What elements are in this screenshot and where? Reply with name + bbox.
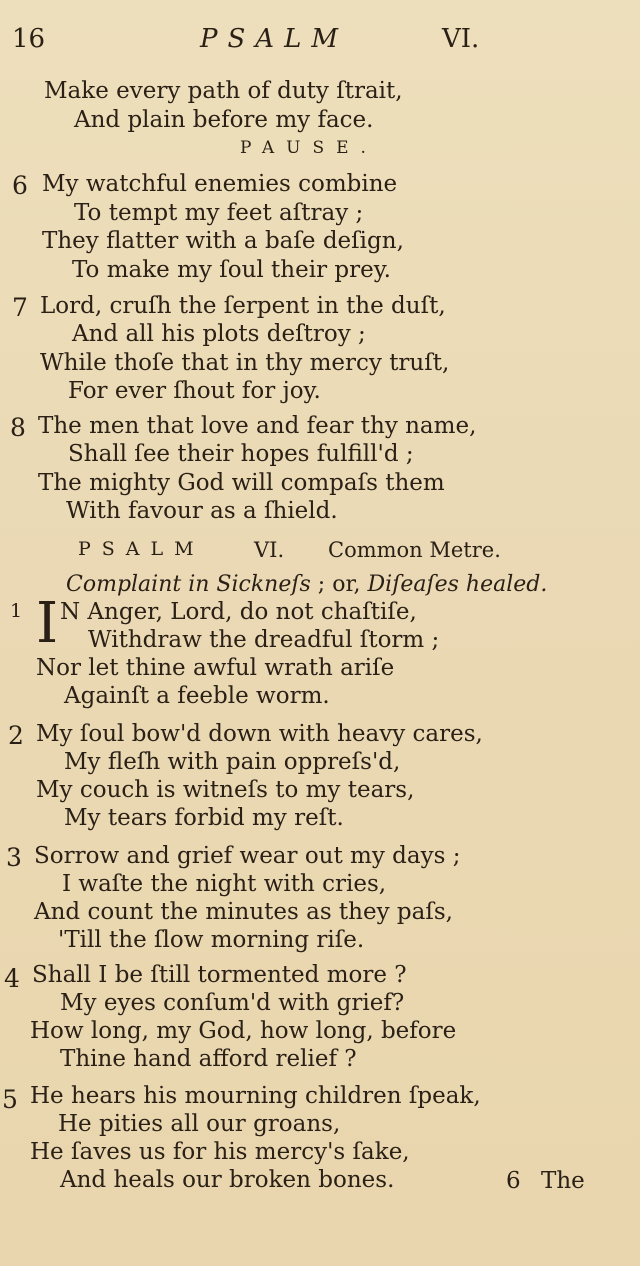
- verse-line: 'Till the ſlow morning riſe.: [58, 927, 365, 953]
- verse-line: To make my ſoul their prey.: [72, 257, 391, 283]
- verse-line: For ever ſhout for joy.: [68, 378, 321, 404]
- drop-cap: I: [36, 591, 59, 656]
- verse-line: And count the minutes as they paſs,: [34, 899, 453, 925]
- verse-line: And plain before my face.: [74, 107, 374, 133]
- catchword-number: 6: [506, 1168, 521, 1194]
- verse-line: My eyes conſum'd with grief?: [60, 990, 405, 1016]
- verse-line: Shall I be ſtill tormented more ?: [32, 962, 407, 988]
- stanza-number: 5: [2, 1085, 18, 1114]
- psalm-heading-number: VI.: [254, 538, 285, 562]
- verse-line: To tempt my feet aſtray ;: [74, 200, 364, 226]
- verse-line: My watchful enemies combine: [42, 171, 398, 197]
- running-psalm-number: VI.: [442, 24, 480, 54]
- psalm-heading-metre: Common Metre.: [328, 538, 501, 562]
- verse-line: The mighty God will compaſs them: [38, 470, 445, 496]
- subheading-separator: ; or,: [310, 572, 368, 597]
- verse-line: How long, my God, how long, before: [30, 1018, 457, 1044]
- psalm-subheading: [66, 572, 547, 597]
- stanza-number: 2: [8, 721, 24, 750]
- page-number: 16: [12, 24, 46, 54]
- stanza-number: 3: [6, 843, 22, 872]
- stanza-number: 8: [10, 413, 26, 442]
- verse-line: My fleſh with pain oppreſs'd,: [64, 749, 401, 775]
- verse-line: He hears his mourning children ſpeak,: [30, 1083, 481, 1109]
- verse-line: My tears forbid my reſt.: [64, 805, 344, 831]
- running-title: PSALM: [200, 24, 348, 54]
- stanza-number: 1: [10, 600, 23, 622]
- verse-line: N Anger, Lord, do not chaſtiſe,: [60, 599, 417, 625]
- verse-line: He ſaves us for his mercy's ſake,: [30, 1139, 410, 1165]
- verse-line: Make every path of duty ſtrait,: [44, 78, 403, 104]
- verse-line: My couch is witneſs to my tears,: [36, 777, 415, 803]
- subheading-part2: Diſeaſes healed.: [367, 572, 548, 597]
- subheading-part1: Complaint in Sickneſs: [66, 572, 311, 597]
- stanza-number: 4: [4, 964, 20, 993]
- verse-line: My ſoul bow'd down with heavy cares,: [36, 721, 483, 747]
- verse-line: Lord, cruſh the ſerpent in the duſt,: [40, 293, 446, 319]
- verse-line: He pities all our groans,: [58, 1111, 341, 1137]
- psalm-heading-label: PSALM: [78, 538, 205, 560]
- verse-line: They flatter with a baſe deſign,: [42, 228, 404, 254]
- pause-marker: PAUSE.: [240, 138, 378, 158]
- verse-line: And all his plots deſtroy ;: [72, 321, 366, 347]
- verse-line: Shall ſee their hopes fulfill'd ;: [68, 441, 414, 467]
- verse-line: While thoſe that in thy mercy truſt,: [40, 350, 450, 376]
- verse-line: I waſte the night with cries,: [62, 871, 387, 897]
- stanza-number: 6: [12, 171, 28, 200]
- verse-line: Withdraw the dreadful ſtorm ;: [88, 627, 440, 653]
- verse-line: Againſt a feeble worm.: [64, 683, 330, 709]
- verse-line: With favour as a ſhield.: [66, 498, 338, 524]
- verse-line: Thine hand afford relief ?: [60, 1046, 357, 1072]
- verse-line: And heals our broken bones.: [60, 1167, 395, 1193]
- catchword: The: [541, 1168, 585, 1194]
- verse-line: The men that love and fear thy name,: [38, 413, 477, 439]
- verse-line: Nor let thine awful wrath ariſe: [36, 655, 395, 681]
- verse-line: Sorrow and grief wear out my days ;: [34, 843, 461, 869]
- stanza-number: 7: [12, 293, 28, 322]
